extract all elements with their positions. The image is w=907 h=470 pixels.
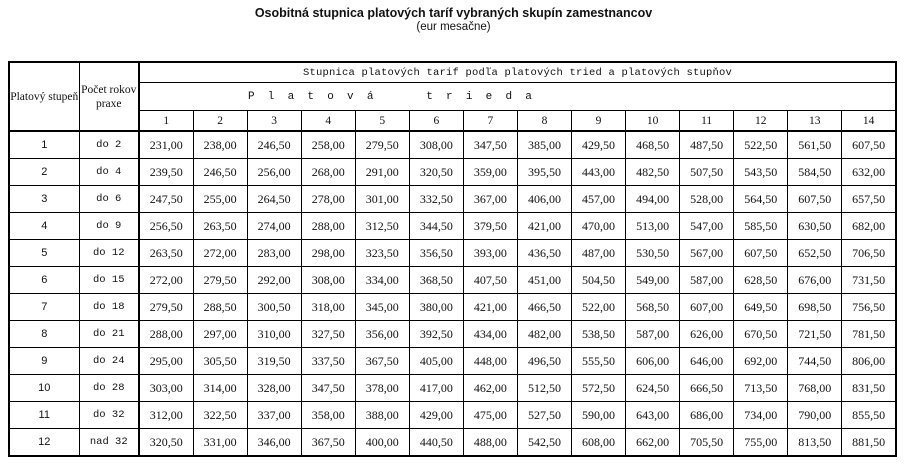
tariff-value-cell: 470,00 bbox=[572, 213, 626, 240]
tariff-value-cell: 881,50 bbox=[842, 429, 896, 457]
years-of-practice-cell: do 24 bbox=[79, 348, 139, 375]
tariff-value-cell: 255,00 bbox=[193, 186, 247, 213]
tariff-value-cell: 367,50 bbox=[301, 429, 355, 457]
tariff-value-cell: 475,00 bbox=[463, 402, 517, 429]
tariff-value-cell: 297,00 bbox=[193, 321, 247, 348]
tariff-value-cell: 443,00 bbox=[572, 159, 626, 186]
tariff-value-cell: 303,00 bbox=[139, 375, 193, 402]
tariff-value-cell: 279,50 bbox=[193, 267, 247, 294]
salary-step-cell: 1 bbox=[9, 131, 79, 159]
years-of-practice-cell: do 28 bbox=[79, 375, 139, 402]
tariff-value-cell: 451,00 bbox=[517, 267, 571, 294]
tariff-value-cell: 429,00 bbox=[409, 402, 463, 429]
tariff-value-cell: 756,50 bbox=[842, 294, 896, 321]
header-salary-step: Platový stupeň bbox=[9, 62, 79, 131]
tariff-value-cell: 247,50 bbox=[139, 186, 193, 213]
table-row bbox=[9, 131, 896, 159]
tariff-value-cell: 587,00 bbox=[626, 321, 680, 348]
salary-step-cell: 9 bbox=[9, 348, 79, 375]
tariff-value-cell: 487,50 bbox=[680, 131, 734, 159]
tariff-value-cell: 744,50 bbox=[788, 348, 842, 375]
tariff-value-cell: 347,50 bbox=[463, 131, 517, 159]
tariff-value-cell: 643,00 bbox=[626, 402, 680, 429]
tariff-value-cell: 268,00 bbox=[301, 159, 355, 186]
tariff-value-cell: 400,00 bbox=[355, 429, 409, 457]
tariff-value-cell: 561,50 bbox=[788, 131, 842, 159]
tariff-value-cell: 300,50 bbox=[247, 294, 301, 321]
tariff-value-cell: 256,50 bbox=[139, 213, 193, 240]
tariff-value-cell: 522,00 bbox=[572, 294, 626, 321]
tariff-value-cell: 522,50 bbox=[734, 131, 788, 159]
tariff-value-cell: 395,50 bbox=[517, 159, 571, 186]
salary-table bbox=[8, 61, 897, 457]
tariff-value-cell: 504,50 bbox=[572, 267, 626, 294]
tariff-value-cell: 345,00 bbox=[355, 294, 409, 321]
tariff-value-cell: 344,50 bbox=[409, 213, 463, 240]
table-row bbox=[9, 348, 896, 375]
header-years-of-practice: Počet rokov praxe bbox=[79, 62, 139, 131]
tariff-value-cell: 256,00 bbox=[247, 159, 301, 186]
tariff-value-cell: 666,50 bbox=[680, 375, 734, 402]
tariff-value-cell: 440,50 bbox=[409, 429, 463, 457]
tariff-value-cell: 436,50 bbox=[517, 240, 571, 267]
tariff-value-cell: 246,50 bbox=[247, 131, 301, 159]
tariff-value-cell: 328,00 bbox=[247, 375, 301, 402]
tariff-value-cell: 487,00 bbox=[572, 240, 626, 267]
tariff-value-cell: 334,00 bbox=[355, 267, 409, 294]
tariff-value-cell: 706,50 bbox=[842, 240, 896, 267]
tariff-value-cell: 434,00 bbox=[463, 321, 517, 348]
tariff-value-cell: 312,50 bbox=[355, 213, 409, 240]
tariff-value-cell: 279,50 bbox=[355, 131, 409, 159]
table-row bbox=[9, 240, 896, 267]
class-number-header: 12 bbox=[734, 111, 788, 132]
tariff-value-cell: 626,00 bbox=[680, 321, 734, 348]
tariff-value-cell: 584,50 bbox=[788, 159, 842, 186]
years-of-practice-cell: do 32 bbox=[79, 402, 139, 429]
tariff-value-cell: 359,00 bbox=[463, 159, 517, 186]
tariff-value-cell: 298,00 bbox=[301, 240, 355, 267]
tariff-value-cell: 682,00 bbox=[842, 213, 896, 240]
class-number-header: 11 bbox=[680, 111, 734, 132]
tariff-value-cell: 278,00 bbox=[301, 186, 355, 213]
table-row bbox=[9, 402, 896, 429]
tariff-value-cell: 288,50 bbox=[193, 294, 247, 321]
tariff-value-cell: 368,50 bbox=[409, 267, 463, 294]
header-salary-class-label: P l a t o v á t r i e d a bbox=[248, 90, 532, 103]
tariff-value-cell: 421,00 bbox=[517, 213, 571, 240]
tariff-value-cell: 543,50 bbox=[734, 159, 788, 186]
years-of-practice-cell: do 21 bbox=[79, 321, 139, 348]
tariff-value-cell: 646,00 bbox=[680, 348, 734, 375]
tariff-value-cell: 314,00 bbox=[193, 375, 247, 402]
tariff-value-cell: 790,00 bbox=[788, 402, 842, 429]
class-number-header: 2 bbox=[193, 111, 247, 132]
tariff-value-cell: 768,00 bbox=[788, 375, 842, 402]
class-number-header: 8 bbox=[517, 111, 571, 132]
tariff-value-cell: 421,00 bbox=[463, 294, 517, 321]
years-of-practice-cell: do 12 bbox=[79, 240, 139, 267]
tariff-value-cell: 713,50 bbox=[734, 375, 788, 402]
tariff-value-cell: 657,50 bbox=[842, 186, 896, 213]
tariff-value-cell: 731,50 bbox=[842, 267, 896, 294]
tariff-value-cell: 238,00 bbox=[193, 131, 247, 159]
tariff-value-cell: 283,00 bbox=[247, 240, 301, 267]
salary-step-cell: 3 bbox=[9, 186, 79, 213]
tariff-value-cell: 327,50 bbox=[301, 321, 355, 348]
tariff-value-cell: 698,50 bbox=[788, 294, 842, 321]
table-row bbox=[9, 267, 896, 294]
table-row bbox=[9, 159, 896, 186]
salary-step-cell: 11 bbox=[9, 402, 79, 429]
tariff-value-cell: 358,00 bbox=[301, 402, 355, 429]
tariff-value-cell: 632,00 bbox=[842, 159, 896, 186]
years-of-practice-cell: nad 32 bbox=[79, 429, 139, 457]
tariff-value-cell: 272,00 bbox=[139, 267, 193, 294]
tariff-value-cell: 258,00 bbox=[301, 131, 355, 159]
tariff-value-cell: 572,50 bbox=[572, 375, 626, 402]
tariff-value-cell: 607,00 bbox=[680, 294, 734, 321]
salary-step-cell: 7 bbox=[9, 294, 79, 321]
table-row bbox=[9, 294, 896, 321]
tariff-value-cell: 705,50 bbox=[680, 429, 734, 457]
tariff-value-cell: 337,50 bbox=[301, 348, 355, 375]
tariff-value-cell: 607,50 bbox=[734, 240, 788, 267]
tariff-value-cell: 295,00 bbox=[139, 348, 193, 375]
tariff-value-cell: 670,50 bbox=[734, 321, 788, 348]
header-salary-class bbox=[139, 83, 896, 111]
class-number-header: 3 bbox=[247, 111, 301, 132]
table-row bbox=[9, 375, 896, 402]
tariff-value-cell: 337,00 bbox=[247, 402, 301, 429]
tariff-value-cell: 308,00 bbox=[301, 267, 355, 294]
tariff-value-cell: 624,50 bbox=[626, 375, 680, 402]
tariff-value-cell: 587,00 bbox=[680, 267, 734, 294]
tariff-value-cell: 806,00 bbox=[842, 348, 896, 375]
tariff-value-cell: 813,50 bbox=[788, 429, 842, 457]
tariff-value-cell: 649,50 bbox=[734, 294, 788, 321]
tariff-value-cell: 448,00 bbox=[463, 348, 517, 375]
tariff-value-cell: 323,50 bbox=[355, 240, 409, 267]
tariff-value-cell: 322,50 bbox=[193, 402, 247, 429]
tariff-value-cell: 628,50 bbox=[734, 267, 788, 294]
document-subtitle: (eur mesačne) bbox=[416, 21, 491, 33]
class-number-header: 1 bbox=[139, 111, 193, 132]
years-of-practice-cell: do 18 bbox=[79, 294, 139, 321]
tariff-value-cell: 385,00 bbox=[517, 131, 571, 159]
tariff-value-cell: 482,50 bbox=[626, 159, 680, 186]
table-row bbox=[9, 213, 896, 240]
years-of-practice-cell: do 15 bbox=[79, 267, 139, 294]
tariff-value-cell: 468,50 bbox=[626, 131, 680, 159]
tariff-value-cell: 305,50 bbox=[193, 348, 247, 375]
salary-step-cell: 6 bbox=[9, 267, 79, 294]
tariff-value-cell: 393,00 bbox=[463, 240, 517, 267]
years-of-practice-cell: do 6 bbox=[79, 186, 139, 213]
document-title: Osobitná stupnica platových taríf vybraných skupín zamestnancov bbox=[254, 6, 653, 20]
class-number-header: 4 bbox=[301, 111, 355, 132]
tariff-value-cell: 831,50 bbox=[842, 375, 896, 402]
tariff-value-cell: 482,00 bbox=[517, 321, 571, 348]
tariff-value-cell: 367,50 bbox=[355, 348, 409, 375]
years-of-practice-cell: do 9 bbox=[79, 213, 139, 240]
table-body bbox=[9, 131, 896, 456]
tariff-value-cell: 466,50 bbox=[517, 294, 571, 321]
tariff-value-cell: 652,50 bbox=[788, 240, 842, 267]
tariff-value-cell: 547,00 bbox=[680, 213, 734, 240]
tariff-value-cell: 630,50 bbox=[788, 213, 842, 240]
tariff-value-cell: 264,50 bbox=[247, 186, 301, 213]
tariff-value-cell: 590,00 bbox=[572, 402, 626, 429]
tariff-value-cell: 855,50 bbox=[842, 402, 896, 429]
tariff-value-cell: 781,50 bbox=[842, 321, 896, 348]
tariff-value-cell: 272,00 bbox=[193, 240, 247, 267]
tariff-value-cell: 549,00 bbox=[626, 267, 680, 294]
tariff-value-cell: 607,50 bbox=[788, 186, 842, 213]
salary-step-cell: 2 bbox=[9, 159, 79, 186]
tariff-value-cell: 608,00 bbox=[572, 429, 626, 457]
tariff-value-cell: 332,50 bbox=[409, 186, 463, 213]
tariff-value-cell: 542,50 bbox=[517, 429, 571, 457]
tariff-value-cell: 496,50 bbox=[517, 348, 571, 375]
tariff-value-cell: 513,00 bbox=[626, 213, 680, 240]
tariff-value-cell: 686,00 bbox=[680, 402, 734, 429]
tariff-value-cell: 319,50 bbox=[247, 348, 301, 375]
tariff-value-cell: 407,50 bbox=[463, 267, 517, 294]
tariff-value-cell: 312,00 bbox=[139, 402, 193, 429]
tariff-value-cell: 564,50 bbox=[734, 186, 788, 213]
tariff-value-cell: 721,50 bbox=[788, 321, 842, 348]
tariff-value-cell: 457,00 bbox=[572, 186, 626, 213]
tariff-value-cell: 301,00 bbox=[355, 186, 409, 213]
tariff-value-cell: 347,50 bbox=[301, 375, 355, 402]
tariff-value-cell: 320,50 bbox=[409, 159, 463, 186]
tariff-value-cell: 662,00 bbox=[626, 429, 680, 457]
salary-step-cell: 10 bbox=[9, 375, 79, 402]
tariff-value-cell: 555,50 bbox=[572, 348, 626, 375]
tariff-value-cell: 291,00 bbox=[355, 159, 409, 186]
tariff-value-cell: 356,50 bbox=[409, 240, 463, 267]
tariff-value-cell: 356,00 bbox=[355, 321, 409, 348]
class-number-header: 13 bbox=[788, 111, 842, 132]
tariff-value-cell: 512,50 bbox=[517, 375, 571, 402]
tariff-value-cell: 380,00 bbox=[409, 294, 463, 321]
header-scale-banner: Stupnica platových tarif podľa platových tried a platových stupňov bbox=[139, 62, 896, 83]
tariff-value-cell: 528,00 bbox=[680, 186, 734, 213]
class-number-header: 9 bbox=[572, 111, 626, 132]
tariff-value-cell: 507,50 bbox=[680, 159, 734, 186]
tariff-value-cell: 567,00 bbox=[680, 240, 734, 267]
tariff-value-cell: 318,00 bbox=[301, 294, 355, 321]
tariff-value-cell: 263,50 bbox=[139, 240, 193, 267]
tariff-value-cell: 585,50 bbox=[734, 213, 788, 240]
class-number-header: 14 bbox=[842, 111, 896, 132]
tariff-value-cell: 527,50 bbox=[517, 402, 571, 429]
salary-step-cell: 8 bbox=[9, 321, 79, 348]
tariff-value-cell: 734,00 bbox=[734, 402, 788, 429]
tariff-value-cell: 288,00 bbox=[301, 213, 355, 240]
tariff-value-cell: 274,00 bbox=[247, 213, 301, 240]
class-number-header: 5 bbox=[355, 111, 409, 132]
tariff-value-cell: 367,00 bbox=[463, 186, 517, 213]
tariff-value-cell: 417,00 bbox=[409, 375, 463, 402]
tariff-value-cell: 606,00 bbox=[626, 348, 680, 375]
tariff-value-cell: 379,50 bbox=[463, 213, 517, 240]
tariff-value-cell: 331,00 bbox=[193, 429, 247, 457]
tariff-value-cell: 388,00 bbox=[355, 402, 409, 429]
class-number-row bbox=[9, 111, 896, 132]
tariff-value-cell: 462,00 bbox=[463, 375, 517, 402]
tariff-value-cell: 378,00 bbox=[355, 375, 409, 402]
tariff-value-cell: 755,00 bbox=[734, 429, 788, 457]
tariff-value-cell: 288,00 bbox=[139, 321, 193, 348]
salary-step-cell: 12 bbox=[9, 429, 79, 457]
class-number-header: 10 bbox=[626, 111, 680, 132]
tariff-value-cell: 538,50 bbox=[572, 321, 626, 348]
tariff-value-cell: 292,00 bbox=[247, 267, 301, 294]
tariff-value-cell: 346,00 bbox=[247, 429, 301, 457]
tariff-value-cell: 392,50 bbox=[409, 321, 463, 348]
table-row bbox=[9, 321, 896, 348]
tariff-value-cell: 676,00 bbox=[788, 267, 842, 294]
tariff-value-cell: 320,50 bbox=[139, 429, 193, 457]
table-row bbox=[9, 186, 896, 213]
years-of-practice-cell: do 2 bbox=[79, 131, 139, 159]
tariff-value-cell: 494,00 bbox=[626, 186, 680, 213]
table-row bbox=[9, 429, 896, 457]
tariff-value-cell: 607,50 bbox=[842, 131, 896, 159]
tariff-value-cell: 530,50 bbox=[626, 240, 680, 267]
tariff-value-cell: 405,00 bbox=[409, 348, 463, 375]
tariff-value-cell: 406,00 bbox=[517, 186, 571, 213]
tariff-value-cell: 488,00 bbox=[463, 429, 517, 457]
tariff-value-cell: 692,00 bbox=[734, 348, 788, 375]
tariff-value-cell: 263,50 bbox=[193, 213, 247, 240]
tariff-value-cell: 231,00 bbox=[139, 131, 193, 159]
class-number-header: 7 bbox=[463, 111, 517, 132]
tariff-value-cell: 429,50 bbox=[572, 131, 626, 159]
salary-step-cell: 4 bbox=[9, 213, 79, 240]
tariff-value-cell: 310,00 bbox=[247, 321, 301, 348]
tariff-value-cell: 568,50 bbox=[626, 294, 680, 321]
years-of-practice-cell: do 4 bbox=[79, 159, 139, 186]
tariff-value-cell: 246,50 bbox=[193, 159, 247, 186]
class-number-header: 6 bbox=[409, 111, 463, 132]
tariff-value-cell: 239,50 bbox=[139, 159, 193, 186]
tariff-value-cell: 279,50 bbox=[139, 294, 193, 321]
tariff-value-cell: 308,00 bbox=[409, 131, 463, 159]
salary-step-cell: 5 bbox=[9, 240, 79, 267]
